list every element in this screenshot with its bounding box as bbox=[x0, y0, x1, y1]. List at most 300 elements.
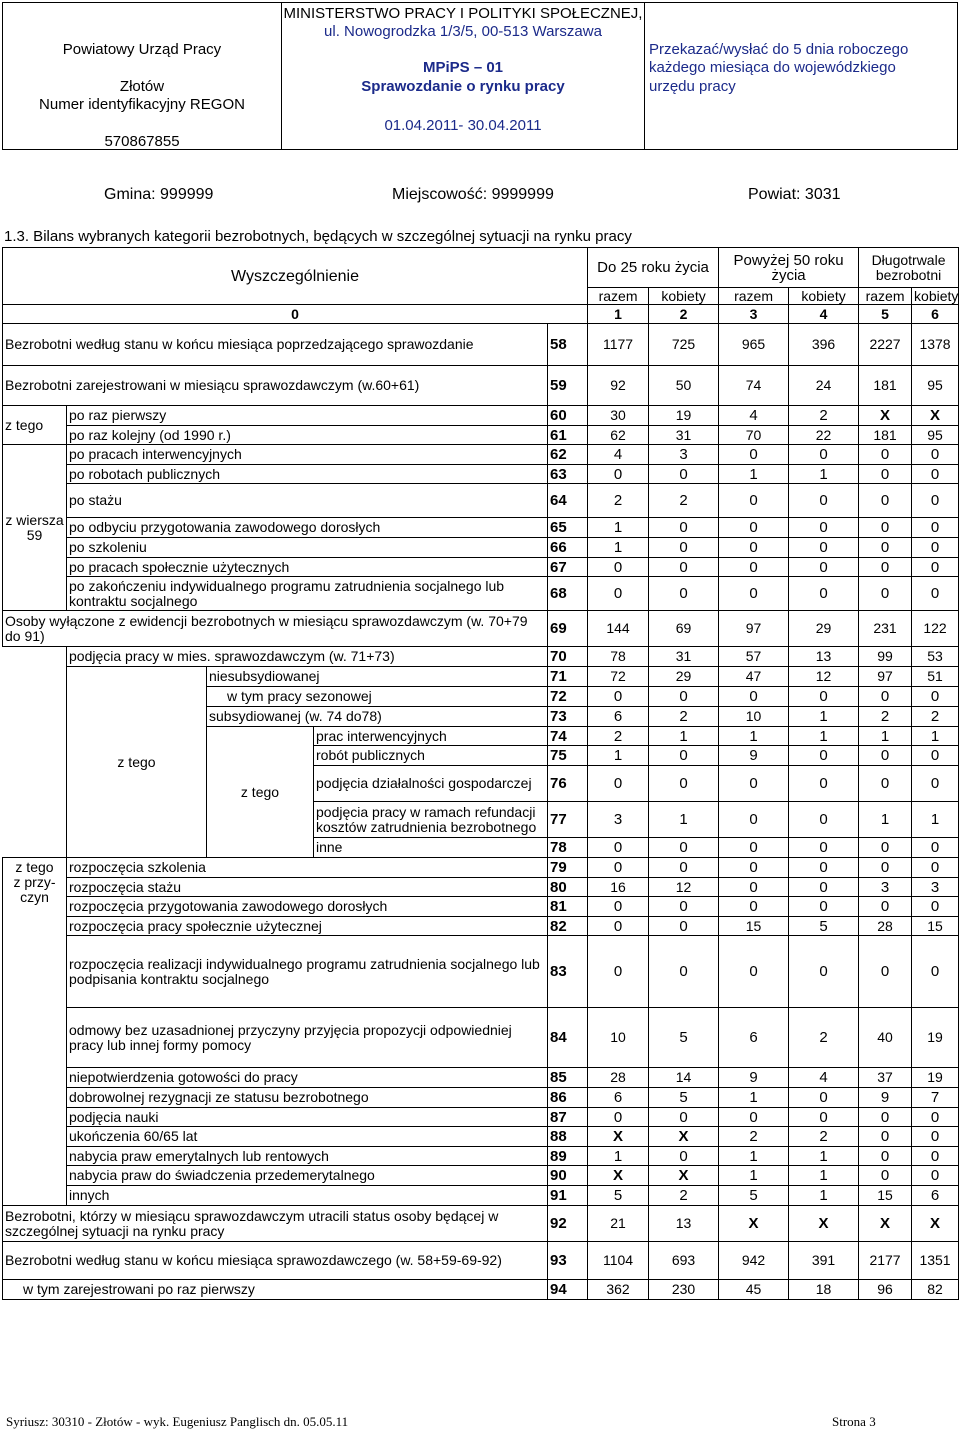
office-city: Złotów bbox=[119, 78, 165, 95]
value-cell: 6 bbox=[588, 707, 649, 727]
value-cell: 92 bbox=[588, 366, 649, 406]
value-cell: 5 bbox=[649, 1008, 719, 1068]
value-cell: 62 bbox=[588, 426, 649, 445]
row-label: podjęcia nauki bbox=[67, 1108, 548, 1127]
value-cell: 31 bbox=[649, 426, 719, 445]
value-cell: 2 bbox=[649, 484, 719, 518]
row-number: 93 bbox=[548, 1242, 588, 1280]
value-cell: 1 bbox=[859, 802, 912, 838]
value-cell: 942 bbox=[719, 1242, 789, 1280]
row-number: 89 bbox=[548, 1147, 588, 1166]
header-instructions bbox=[643, 3, 957, 149]
value-cell: 19 bbox=[912, 1008, 959, 1068]
table-row bbox=[3, 1147, 959, 1166]
row-number: 61 bbox=[548, 426, 588, 445]
row-number: 66 bbox=[548, 538, 588, 558]
row-number: 58 bbox=[548, 324, 588, 366]
value-cell: 0 bbox=[912, 897, 959, 917]
row-number: 69 bbox=[548, 611, 588, 647]
table-row bbox=[3, 1242, 959, 1280]
value-cell: 0 bbox=[719, 766, 789, 802]
row-label: robót publicznych bbox=[314, 746, 548, 766]
value-cell: 0 bbox=[588, 897, 649, 917]
value-cell: 29 bbox=[789, 611, 859, 647]
value-cell: 0 bbox=[649, 917, 719, 936]
value-cell: 0 bbox=[789, 878, 859, 897]
value-cell: 0 bbox=[789, 802, 859, 838]
value-cell: X bbox=[789, 1206, 859, 1242]
value-cell: 0 bbox=[859, 936, 912, 1008]
row-number: 85 bbox=[548, 1068, 588, 1088]
balance-table bbox=[2, 247, 959, 1300]
value-cell: 1 bbox=[789, 1186, 859, 1206]
index-cell: 3 bbox=[719, 305, 789, 324]
value-cell: 0 bbox=[719, 897, 789, 917]
table-row bbox=[3, 324, 959, 366]
value-cell: 0 bbox=[912, 445, 959, 465]
value-cell: 1 bbox=[859, 727, 912, 746]
value-cell: 0 bbox=[859, 687, 912, 707]
value-cell: X bbox=[859, 406, 912, 426]
location-powiat: Powiat: 3031 bbox=[748, 186, 841, 203]
ministry-address: ul. Nowogrodzka 1/3/5, 00-513 Warszawa bbox=[324, 23, 602, 40]
value-cell: 0 bbox=[859, 1147, 912, 1166]
value-cell: 10 bbox=[588, 1008, 649, 1068]
value-cell: 0 bbox=[789, 577, 859, 611]
value-cell: 0 bbox=[588, 936, 649, 1008]
row-number: 68 bbox=[548, 577, 588, 611]
value-cell: 0 bbox=[859, 445, 912, 465]
table-row bbox=[3, 1068, 959, 1088]
row-number: 72 bbox=[548, 687, 588, 707]
value-cell: 1 bbox=[719, 1147, 789, 1166]
value-cell: 0 bbox=[912, 746, 959, 766]
value-cell: 4 bbox=[719, 406, 789, 426]
value-cell: 2177 bbox=[859, 1242, 912, 1280]
value-cell: 4 bbox=[588, 445, 649, 465]
row-number: 81 bbox=[548, 897, 588, 917]
row-number: 67 bbox=[548, 558, 588, 577]
index-cell: 2 bbox=[649, 305, 719, 324]
value-cell: 230 bbox=[649, 1280, 719, 1300]
value-cell: 693 bbox=[649, 1242, 719, 1280]
value-cell: 0 bbox=[859, 1166, 912, 1186]
value-cell: 3 bbox=[859, 878, 912, 897]
value-cell: 19 bbox=[649, 406, 719, 426]
value-cell: 13 bbox=[789, 647, 859, 667]
value-cell: 22 bbox=[789, 426, 859, 445]
value-cell: 0 bbox=[719, 802, 789, 838]
row-number: 92 bbox=[548, 1206, 588, 1242]
value-cell: 0 bbox=[588, 917, 649, 936]
value-cell: 0 bbox=[789, 766, 859, 802]
row-number: 65 bbox=[548, 518, 588, 538]
value-cell: 3 bbox=[912, 878, 959, 897]
value-cell: 2 bbox=[719, 1127, 789, 1147]
value-cell: 28 bbox=[859, 917, 912, 936]
value-cell: X bbox=[649, 1166, 719, 1186]
row-label: po raz kolejny (od 1990 r.) bbox=[67, 426, 548, 445]
spacer bbox=[3, 647, 67, 858]
value-cell: 0 bbox=[719, 687, 789, 707]
value-cell: 0 bbox=[789, 538, 859, 558]
value-cell: 0 bbox=[588, 687, 649, 707]
value-cell: 69 bbox=[649, 611, 719, 647]
row-number: 78 bbox=[548, 838, 588, 858]
value-cell: X bbox=[859, 1206, 912, 1242]
value-cell: 0 bbox=[912, 1166, 959, 1186]
value-cell: 0 bbox=[719, 577, 789, 611]
group-label-z-tego-z-przyczyn bbox=[3, 858, 67, 1206]
value-cell: 45 bbox=[719, 1280, 789, 1300]
row-label: prac interwencyjnych bbox=[314, 727, 548, 746]
header-group-under-25: Do 25 roku życia bbox=[588, 248, 719, 288]
group-label-z-przyczyn-part: z przy- czyn bbox=[13, 874, 56, 905]
value-cell: 0 bbox=[912, 538, 959, 558]
value-cell: X bbox=[649, 1127, 719, 1147]
value-cell: 0 bbox=[859, 518, 912, 538]
value-cell: 95 bbox=[912, 366, 959, 406]
value-cell: 0 bbox=[649, 766, 719, 802]
value-cell: 0 bbox=[719, 878, 789, 897]
value-cell: 14 bbox=[649, 1068, 719, 1088]
value-cell: 0 bbox=[789, 746, 859, 766]
form-header bbox=[2, 2, 958, 150]
row-label: po odbyciu przygotowania zawodowego dorosłych bbox=[67, 518, 548, 538]
table-row bbox=[3, 1166, 959, 1186]
table-row bbox=[3, 936, 959, 1008]
header-kobiety: kobiety bbox=[789, 288, 859, 305]
value-cell: 231 bbox=[859, 611, 912, 647]
instruction-line-1: Przekazać/wysłać do 5 dnia roboczego bbox=[649, 41, 909, 58]
value-cell: 0 bbox=[649, 558, 719, 577]
value-cell: 0 bbox=[912, 858, 959, 878]
value-cell: 5 bbox=[649, 1088, 719, 1108]
value-cell: 16 bbox=[588, 878, 649, 897]
header-form-block bbox=[281, 3, 645, 149]
value-cell: 78 bbox=[588, 647, 649, 667]
value-cell: 0 bbox=[859, 1108, 912, 1127]
location-miejscowosc: Miejscowość: 9999999 bbox=[392, 186, 554, 203]
value-cell: 97 bbox=[719, 611, 789, 647]
value-cell: 15 bbox=[912, 917, 959, 936]
value-cell: 6 bbox=[588, 1088, 649, 1108]
value-cell: 1 bbox=[912, 727, 959, 746]
value-cell: 1 bbox=[649, 727, 719, 746]
value-cell: 13 bbox=[649, 1206, 719, 1242]
value-cell: 28 bbox=[588, 1068, 649, 1088]
office-name: Powiatowy Urząd Pracy bbox=[62, 41, 222, 58]
header-razem: razem bbox=[859, 288, 912, 305]
value-cell: 0 bbox=[859, 558, 912, 577]
row-label: rozpoczęcia szkolenia bbox=[67, 858, 548, 878]
index-cell: 6 bbox=[912, 305, 959, 324]
table-index-row bbox=[3, 305, 959, 324]
value-cell: 0 bbox=[719, 858, 789, 878]
table-row bbox=[3, 647, 959, 667]
value-cell: 31 bbox=[649, 647, 719, 667]
value-cell: 30 bbox=[588, 406, 649, 426]
index-cell: 5 bbox=[859, 305, 912, 324]
value-cell: 0 bbox=[588, 465, 649, 484]
value-cell: 3 bbox=[649, 445, 719, 465]
value-cell: X bbox=[912, 406, 959, 426]
value-cell: 95 bbox=[912, 426, 959, 445]
value-cell: 0 bbox=[859, 465, 912, 484]
value-cell: 0 bbox=[649, 838, 719, 858]
value-cell: 0 bbox=[789, 838, 859, 858]
value-cell: 6 bbox=[719, 1008, 789, 1068]
value-cell: 2 bbox=[789, 1008, 859, 1068]
value-cell: 0 bbox=[588, 858, 649, 878]
row-label: subsydiowanej (w. 74 do78) bbox=[207, 707, 548, 727]
value-cell: 1 bbox=[719, 727, 789, 746]
value-cell: 1 bbox=[789, 465, 859, 484]
value-cell: 0 bbox=[859, 766, 912, 802]
value-cell: 0 bbox=[588, 838, 649, 858]
row-label: ukończenia 60/65 lat bbox=[67, 1127, 548, 1147]
group-label-z-tego: z tego bbox=[3, 406, 67, 445]
row-number: 86 bbox=[548, 1088, 588, 1108]
value-cell: 0 bbox=[789, 897, 859, 917]
header-kobiety: kobiety bbox=[649, 288, 719, 305]
value-cell: 53 bbox=[912, 647, 959, 667]
value-cell: 0 bbox=[719, 445, 789, 465]
value-cell: 2 bbox=[789, 1127, 859, 1147]
value-cell: 0 bbox=[649, 1108, 719, 1127]
value-cell: 0 bbox=[649, 746, 719, 766]
table-row bbox=[3, 611, 959, 647]
location-gmina: Gmina: 999999 bbox=[104, 186, 214, 203]
row-number: 94 bbox=[548, 1280, 588, 1300]
value-cell: 37 bbox=[859, 1068, 912, 1088]
row-number: 73 bbox=[548, 707, 588, 727]
value-cell: 181 bbox=[859, 426, 912, 445]
row-number: 62 bbox=[548, 445, 588, 465]
value-cell: 0 bbox=[588, 558, 649, 577]
row-label: po stażu bbox=[67, 484, 548, 518]
value-cell: 10 bbox=[719, 707, 789, 727]
value-cell: 0 bbox=[649, 936, 719, 1008]
group-label-z-tego-subsidized: z tego bbox=[207, 727, 314, 858]
section-title: 1.3. Bilans wybranych kategorii bezrobotnych, będących w szczególnej sytuacji na rynku pracy bbox=[4, 228, 632, 245]
value-cell: 72 bbox=[588, 667, 649, 687]
value-cell: 0 bbox=[719, 484, 789, 518]
value-cell: 362 bbox=[588, 1280, 649, 1300]
row-number: 60 bbox=[548, 406, 588, 426]
table-row bbox=[3, 538, 959, 558]
footer-page-number: Strona 3 bbox=[832, 1414, 876, 1429]
row-label: po pracach interwencyjnych bbox=[67, 445, 548, 465]
row-label: Bezrobotni, którzy w miesiącu sprawozdawczym utracili status osoby będącej w szczególnej sytuacji na rynku pracy bbox=[3, 1206, 548, 1242]
value-cell: 9 bbox=[719, 1068, 789, 1088]
header-group-over-50: Powyżej 50 roku życia bbox=[719, 248, 859, 288]
row-label: w tym pracy sezonowej bbox=[207, 687, 548, 707]
value-cell: 1378 bbox=[912, 324, 959, 366]
value-cell: 3 bbox=[588, 802, 649, 838]
value-cell: 0 bbox=[789, 687, 859, 707]
value-cell: 0 bbox=[588, 577, 649, 611]
value-cell: 70 bbox=[719, 426, 789, 445]
row-label: rozpoczęcia stażu bbox=[67, 878, 548, 897]
table-row bbox=[3, 445, 959, 465]
row-label: innych bbox=[67, 1186, 548, 1206]
value-cell: 0 bbox=[912, 1108, 959, 1127]
value-cell: 82 bbox=[912, 1280, 959, 1300]
value-cell: 12 bbox=[789, 667, 859, 687]
value-cell: 4 bbox=[789, 1068, 859, 1088]
value-cell: 0 bbox=[789, 518, 859, 538]
value-cell: 0 bbox=[649, 577, 719, 611]
form-title: Sprawozdanie o rynku pracy bbox=[361, 78, 565, 95]
value-cell: 0 bbox=[789, 1108, 859, 1127]
value-cell: 1 bbox=[588, 518, 649, 538]
table-row bbox=[3, 667, 959, 687]
value-cell: 2227 bbox=[859, 324, 912, 366]
value-cell: 2 bbox=[789, 406, 859, 426]
value-cell: 2 bbox=[912, 707, 959, 727]
value-cell: 396 bbox=[789, 324, 859, 366]
row-label: Osoby wyłączone z ewidencji bezrobotnych w miesiącu sprawozdawczym (w. 70+79 do 91) bbox=[3, 611, 548, 647]
row-label: po pracach społecznie użytecznych bbox=[67, 558, 548, 577]
value-cell: 1 bbox=[719, 1088, 789, 1108]
row-label: nabycia praw emerytalnych lub rentowych bbox=[67, 1147, 548, 1166]
table-row bbox=[3, 897, 959, 917]
header-razem: razem bbox=[588, 288, 649, 305]
value-cell: 0 bbox=[719, 538, 789, 558]
row-number: 71 bbox=[548, 667, 588, 687]
table-row bbox=[3, 1088, 959, 1108]
table-row bbox=[3, 1008, 959, 1068]
group-label-z-wiersza-59: z wiersza 59 bbox=[3, 445, 67, 611]
row-label: odmowy bez uzasadnionej przyczyny przyjęcia propozycji odpowiedniej pracy lub innej formy pomocy bbox=[67, 1008, 548, 1068]
value-cell: X bbox=[719, 1206, 789, 1242]
value-cell: 122 bbox=[912, 611, 959, 647]
value-cell: 57 bbox=[719, 647, 789, 667]
row-label: po raz pierwszy bbox=[67, 406, 548, 426]
value-cell: 24 bbox=[789, 366, 859, 406]
value-cell: 0 bbox=[859, 577, 912, 611]
row-label: po robotach publicznych bbox=[67, 465, 548, 484]
table-row bbox=[3, 917, 959, 936]
value-cell: 74 bbox=[719, 366, 789, 406]
row-label: Bezrobotni zarejestrowani w miesiącu sprawozdawczym (w.60+61) bbox=[3, 366, 548, 406]
value-cell: 19 bbox=[912, 1068, 959, 1088]
value-cell: 6 bbox=[912, 1186, 959, 1206]
table-row bbox=[3, 465, 959, 484]
row-number: 79 bbox=[548, 858, 588, 878]
value-cell: 0 bbox=[719, 1108, 789, 1127]
footer-generator: Syriusz: 30310 - Złotów - wyk. Eugeniusz Panglisch dn. 05.05.11 bbox=[6, 1414, 349, 1429]
row-label: Bezrobotni według stanu w końcu miesiąca sprawozdawczego (w. 58+59-69-92) bbox=[3, 1242, 548, 1280]
row-label: po szkoleniu bbox=[67, 538, 548, 558]
row-label: rozpoczęcia przygotowania zawodowego dorosłych bbox=[67, 897, 548, 917]
value-cell: 0 bbox=[912, 687, 959, 707]
value-cell: 181 bbox=[859, 366, 912, 406]
header-kobiety: kobiety bbox=[912, 288, 959, 305]
regon-label: Numer identyfikacyjny REGON bbox=[39, 96, 245, 113]
value-cell: 2 bbox=[649, 707, 719, 727]
table-row bbox=[3, 878, 959, 897]
value-cell: 0 bbox=[789, 858, 859, 878]
value-cell: X bbox=[912, 1206, 959, 1242]
value-cell: 0 bbox=[649, 858, 719, 878]
instruction-line-2: każdego miesiąca do wojewódzkiego bbox=[649, 59, 896, 76]
value-cell: 0 bbox=[649, 1147, 719, 1166]
value-cell: 2 bbox=[588, 727, 649, 746]
value-cell: 1 bbox=[649, 802, 719, 838]
value-cell: 99 bbox=[859, 647, 912, 667]
value-cell: 0 bbox=[859, 838, 912, 858]
header-spec: Wyszczególnienie bbox=[3, 248, 588, 305]
value-cell: 5 bbox=[719, 1186, 789, 1206]
row-label: podjęcia pracy w ramach refundacji kosztów zatrudnienia bezrobotnego bbox=[314, 802, 548, 838]
value-cell: 0 bbox=[719, 518, 789, 538]
value-cell: 2 bbox=[859, 707, 912, 727]
header-group-long-term: Długotrwale bezrobotni bbox=[859, 248, 959, 288]
value-cell: 21 bbox=[588, 1206, 649, 1242]
value-cell: 0 bbox=[588, 766, 649, 802]
value-cell: 0 bbox=[649, 465, 719, 484]
table-row bbox=[3, 518, 959, 538]
value-cell: 0 bbox=[912, 1127, 959, 1147]
value-cell: 1 bbox=[789, 727, 859, 746]
table-row bbox=[3, 406, 959, 426]
row-number: 75 bbox=[548, 746, 588, 766]
value-cell: 2 bbox=[588, 484, 649, 518]
value-cell: 97 bbox=[859, 667, 912, 687]
value-cell: 1 bbox=[789, 707, 859, 727]
value-cell: 51 bbox=[912, 667, 959, 687]
table-header-row bbox=[3, 248, 959, 288]
group-label-z-tego-employment: z tego bbox=[67, 667, 207, 858]
table-row bbox=[3, 1127, 959, 1147]
row-number: 88 bbox=[548, 1127, 588, 1147]
value-cell: 1 bbox=[789, 1166, 859, 1186]
value-cell: 18 bbox=[789, 1280, 859, 1300]
value-cell: 12 bbox=[649, 878, 719, 897]
value-cell: 1 bbox=[588, 538, 649, 558]
row-label: po zakończeniu indywidualnego programu zatrudnienia socjalnego lub kontraktu socjalnego bbox=[67, 577, 548, 611]
value-cell: 96 bbox=[859, 1280, 912, 1300]
value-cell: 0 bbox=[912, 1147, 959, 1166]
table-row bbox=[3, 1206, 959, 1242]
row-number: 87 bbox=[548, 1108, 588, 1127]
value-cell: 965 bbox=[719, 324, 789, 366]
value-cell: 0 bbox=[859, 858, 912, 878]
form-code: MPiPS – 01 bbox=[422, 59, 504, 76]
row-label: Bezrobotni według stanu w końcu miesiąca poprzedzającego sprawozdanie bbox=[3, 324, 548, 366]
value-cell: 9 bbox=[859, 1088, 912, 1108]
value-cell: 1 bbox=[719, 1166, 789, 1186]
value-cell: 0 bbox=[912, 484, 959, 518]
value-cell: 0 bbox=[912, 518, 959, 538]
row-number: 80 bbox=[548, 878, 588, 897]
table-row bbox=[3, 1186, 959, 1206]
value-cell: 0 bbox=[649, 687, 719, 707]
value-cell: 40 bbox=[859, 1008, 912, 1068]
value-cell: 0 bbox=[719, 936, 789, 1008]
value-cell: 0 bbox=[912, 465, 959, 484]
value-cell: 1 bbox=[789, 1147, 859, 1166]
value-cell: 0 bbox=[912, 577, 959, 611]
value-cell: 1 bbox=[588, 1147, 649, 1166]
row-label: podjęcia działalności gospodarczej bbox=[314, 766, 548, 802]
row-label: niepotwierdzenia gotowości do pracy bbox=[67, 1068, 548, 1088]
value-cell: 725 bbox=[649, 324, 719, 366]
table-row bbox=[3, 1280, 959, 1300]
row-number: 76 bbox=[548, 766, 588, 802]
